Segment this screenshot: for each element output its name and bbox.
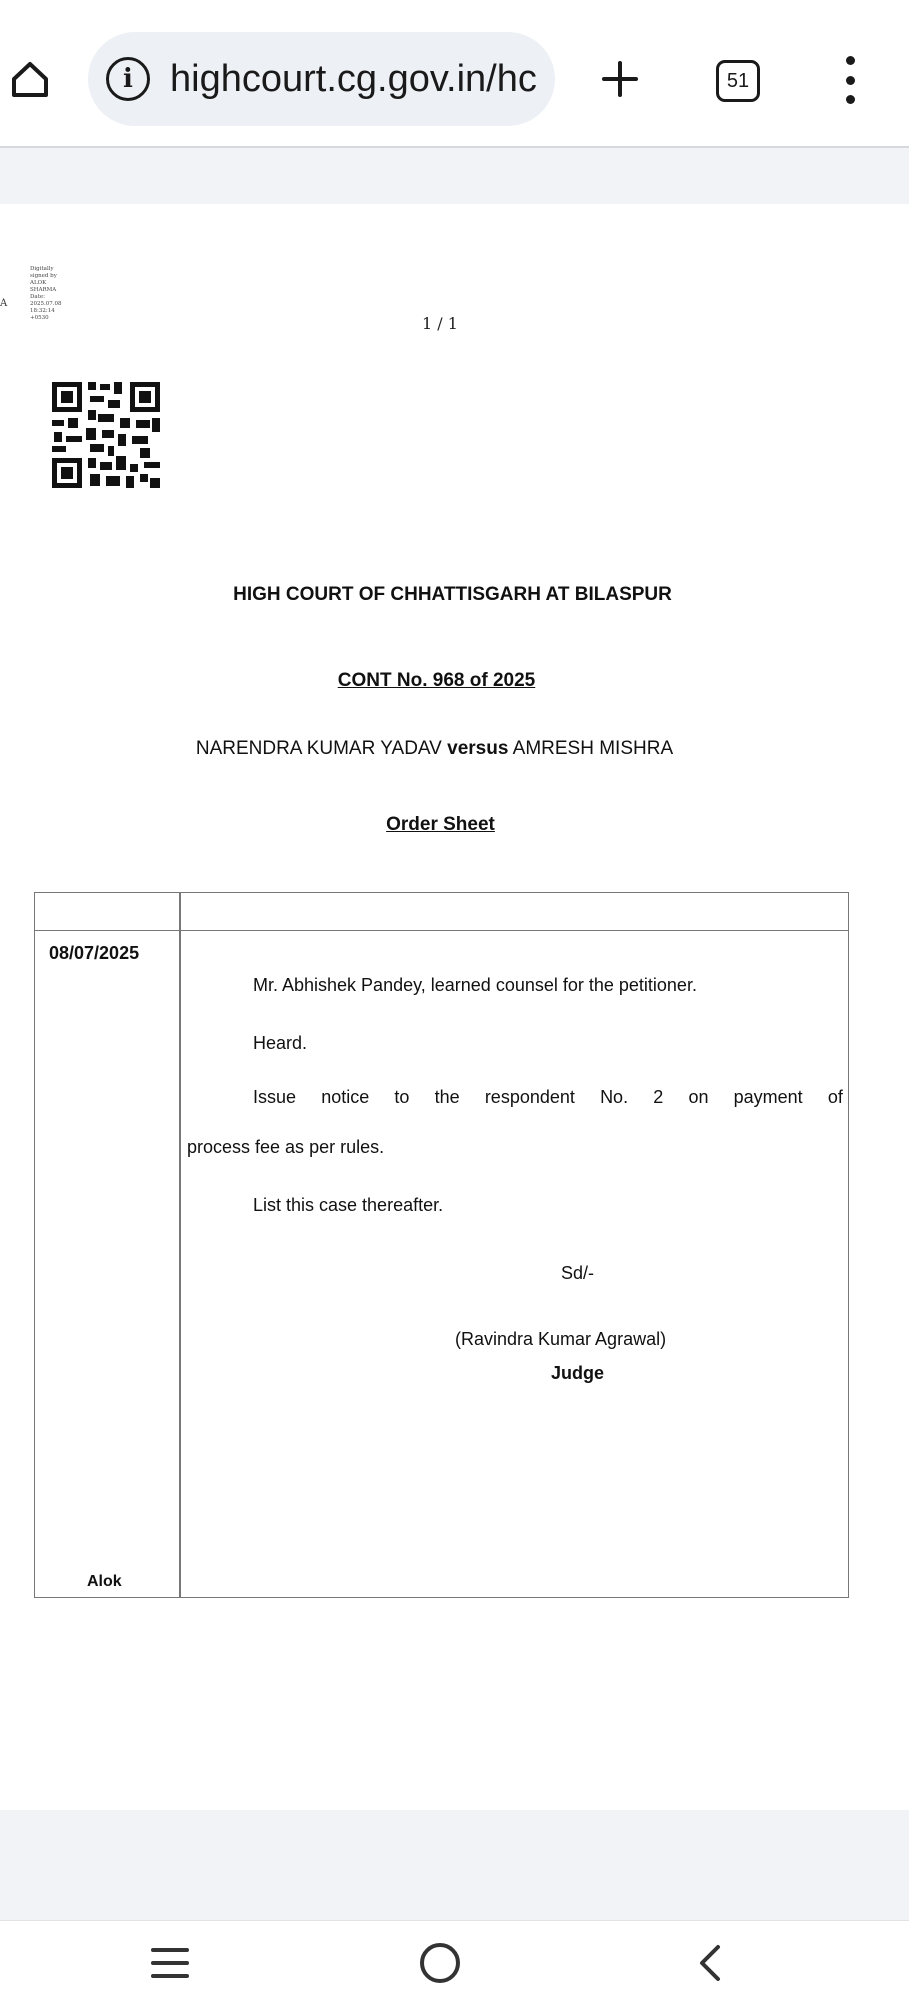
order-paragraph: Mr. Abhishek Pandey, learned counsel for the petitioner. [253, 975, 697, 995]
bar [151, 1974, 189, 1978]
justified-word: No. [600, 1087, 629, 1107]
signature-line: Digitally [30, 266, 54, 272]
justified-word: to [394, 1087, 410, 1107]
qr-code-icon [50, 380, 162, 490]
justified-word: respondent [484, 1087, 575, 1107]
column-divider [179, 893, 181, 1597]
order-paragraph-justified [253, 1087, 843, 1108]
plus-icon [600, 59, 640, 99]
kebab-menu-icon[interactable] [830, 50, 870, 110]
signature-line: +0530 [30, 315, 49, 321]
court-title: HIGH COURT OF CHHATTISGARH AT BILASPUR [233, 584, 672, 605]
signature-line: signed by [30, 273, 57, 279]
bar [151, 1948, 189, 1952]
pdf-viewer[interactable] [0, 148, 909, 1920]
menu-dot [846, 95, 855, 104]
system-navigation-bar [0, 1920, 909, 2000]
home-button[interactable] [0, 44, 60, 114]
recent-apps-icon [151, 1948, 189, 1978]
signature-line: 18:32:14 [30, 308, 55, 314]
judge-name: (Ravindra Kumar Agrawal) [455, 1329, 667, 1349]
menu-dot [846, 56, 855, 65]
info-icon[interactable]: i [106, 57, 150, 101]
justified-word: on [688, 1087, 709, 1107]
parties-line [0, 738, 889, 760]
back-chevron-icon [692, 1943, 728, 1983]
digital-signature-block [30, 266, 90, 322]
tab-switcher-button[interactable]: 51 [716, 60, 760, 102]
signature-line: SHARMA [30, 287, 57, 293]
address-bar[interactable] [88, 32, 555, 126]
versus-label: versus [447, 738, 509, 759]
judge-title: Judge [551, 1363, 605, 1383]
justified-word: 2 [653, 1087, 664, 1107]
left-edge-text: A [0, 298, 8, 309]
back-button[interactable] [670, 1935, 750, 1991]
justified-word: of [827, 1087, 843, 1107]
home-circle-icon [420, 1943, 460, 1983]
menu-dot [846, 76, 855, 85]
order-paragraph: process fee as per rules. [187, 1137, 385, 1157]
order-paragraph: List this case thereafter. [253, 1195, 444, 1215]
order-table [34, 892, 849, 1598]
signed-mark: Sd/- [561, 1263, 595, 1283]
signature-line: Date: [30, 294, 46, 300]
order-paragraph: Heard. [253, 1033, 308, 1053]
new-tab-button[interactable] [590, 44, 650, 114]
order-sheet-title: Order Sheet [386, 814, 495, 835]
bar [151, 1961, 189, 1965]
justified-word: Issue [253, 1087, 297, 1107]
recent-apps-button[interactable] [130, 1935, 210, 1991]
browser-toolbar [0, 0, 909, 148]
table-header-row [35, 893, 848, 931]
petitioner-name: NARENDRA KUMAR YADAV [195, 738, 442, 759]
home-icon [8, 57, 52, 101]
system-home-button[interactable] [400, 1935, 480, 1991]
justified-word: notice [321, 1087, 370, 1107]
url-text[interactable]: highcourt.cg.gov.in/hc [170, 57, 537, 100]
case-number: CONT No. 968 of 2025 [337, 670, 536, 691]
clerk-name: Alok [87, 1573, 122, 1590]
pdf-page [0, 204, 909, 1810]
signature-line: ALOK [30, 280, 47, 286]
order-date: 08/07/2025 [49, 943, 140, 963]
justified-word: the [434, 1087, 460, 1107]
signature-line: 2025.07.08 [30, 301, 62, 307]
respondent-name: AMRESH MISHRA [512, 738, 674, 759]
page-indicator: 1 / 1 [422, 314, 458, 333]
justified-word: payment [733, 1087, 803, 1107]
